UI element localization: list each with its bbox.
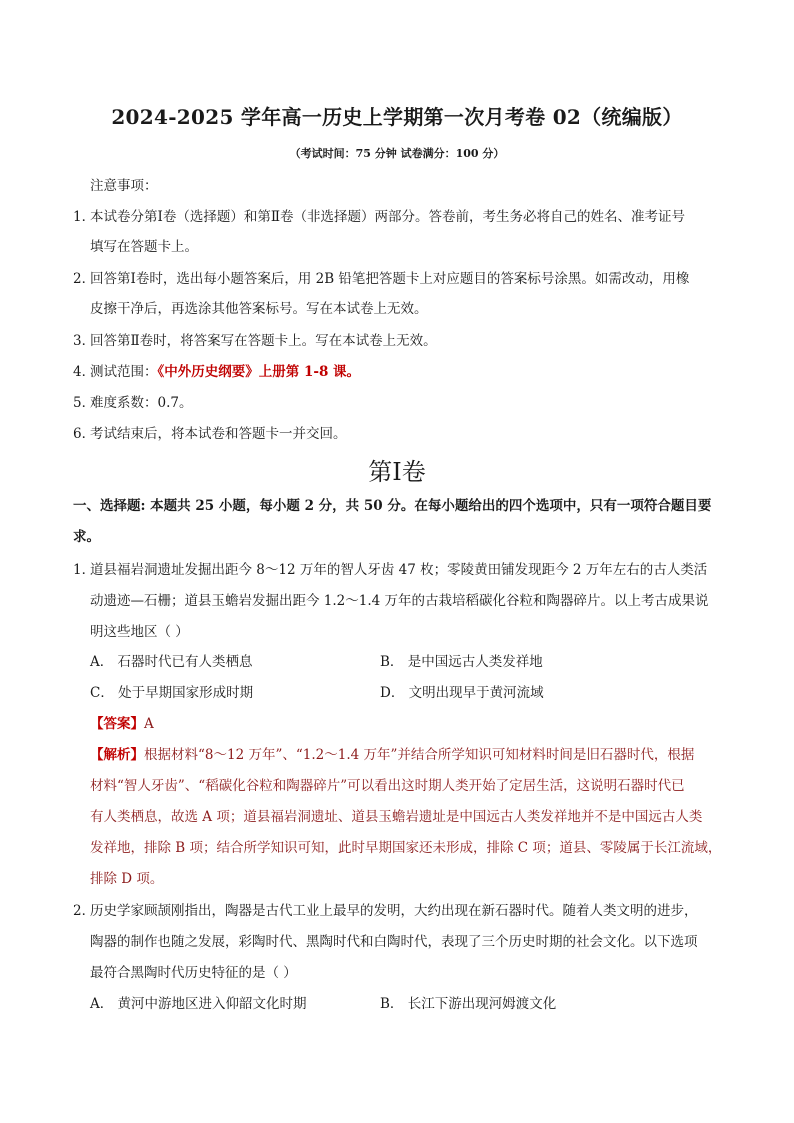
question-2-num: 2． <box>73 903 96 919</box>
analysis-label: 【解析】 <box>90 747 144 763</box>
notice-5-line-1: 难度系数：0.7。 <box>90 395 193 411</box>
exam-title: 2024-2025 学年高一历史上学期第一次月考卷 02（统编版） <box>111 105 683 129</box>
question-1-analysis-3: 有人类栖息，故选 A 项；道县福岩洞遗址、道县玉蟾岩遗址是中国远古人类发祥地并不是中国远古人类 <box>90 809 703 825</box>
question-1-num: 1． <box>73 562 96 578</box>
notice-1-line-1: 本试卷分第Ⅰ卷（选择题）和第Ⅱ卷（非选择题）两部分。答卷前，考生务必将自己的姓名、准考证号 <box>90 209 686 225</box>
question-2-stem-1: 历史学家顾颉刚指出，陶器是古代工业上最早的发明，大约出现在新石器时代。随着人类文明的进步， <box>90 903 698 919</box>
question-1-option-c: C． 处于早期国家形成时期 <box>90 685 254 701</box>
section-intro-line-1: 一、选择题: 本题共 25 小题，每小题 2 分，共 50 分。在每小题给出的四个选项中，只有一项符合题目要 <box>73 498 712 514</box>
question-1-answer <box>90 714 154 734</box>
section-title: 第Ⅰ卷 <box>368 458 426 486</box>
notice-6-num: 6． <box>73 426 96 442</box>
question-1-option-b: B． 是中国远古人类发祥地 <box>380 654 543 670</box>
notice-4-prefix: 测试范围： <box>90 364 158 380</box>
question-2-option-b: B． 长江下游出现河姆渡文化 <box>380 996 557 1012</box>
notice-4-line <box>90 362 360 382</box>
question-2-option-a: A． 黄河中游地区进入仰韶文化时期 <box>90 996 307 1012</box>
question-1-option-d: D． 文明出现早于黄河流域 <box>380 685 544 701</box>
notice-4-num: 4． <box>73 364 96 380</box>
notice-3-num: 3． <box>73 333 96 349</box>
question-1-stem-2: 动遗迹—石栅；道县玉蟾岩发掘出距今 1.2～1.4 万年的古栽培稻碳化谷粒和陶器碎片。以上考古成果说 <box>90 593 709 609</box>
section-intro-line-2: 求。 <box>73 529 100 545</box>
question-1-analysis-5: 排除 D 项。 <box>90 871 164 887</box>
exam-subtitle: （考试时间：75 分钟 试卷满分：100 分） <box>289 147 505 160</box>
test-scope-highlight: 《中外历史纲要》上册第 1-8 课。 <box>157 364 361 380</box>
answer-label: 【答案】 <box>90 716 144 732</box>
answer-value: A <box>144 716 154 732</box>
notice-5-num: 5． <box>73 395 96 411</box>
question-1-stem-1: 道县福岩洞遗址发掘出距今 8～12 万年的智人牙齿 47 枚；零陵黄田铺发现距今 2 万年左右的古人类活 <box>90 562 708 578</box>
analysis-text-1: 根据材料“8～12 万年”、“1.2～1.4 万年”并结合所学知识可知材料时间是旧石器时代，根据 <box>144 747 695 763</box>
question-2-stem-3: 最符合黑陶时代历史特征的是（ ） <box>90 965 297 981</box>
notice-2-line-1: 回答第Ⅰ卷时，选出每小题答案后，用 2B 铅笔把答题卡上对应题目的答案标号涂黑。如需改动，用橡 <box>90 271 690 287</box>
notice-1-num: 1． <box>73 209 96 225</box>
question-1-stem-3: 明这些地区（ ） <box>90 624 189 640</box>
question-2-stem-2: 陶器的制作也随之发展，彩陶时代、黑陶时代和白陶时代，表现了三个历史时期的社会文化。以下选项 <box>90 934 698 950</box>
question-1-analysis-1 <box>90 745 694 765</box>
notice-6-line-1: 考试结束后，将本试卷和答题卡一并交回。 <box>90 426 347 442</box>
question-1-analysis-4: 发祥地，排除 B 项；结合所学知识可知，此时早期国家还未形成，排除 C 项；道县、零陵属于长江流域， <box>90 840 722 856</box>
question-1-analysis-2: 材料“智人牙齿”、“稻碳化谷粒和陶器碎片”可以看出这时期人类开始了定居生活，这说明石器时代已 <box>90 778 685 794</box>
notice-1-line-2: 填写在答题卡上。 <box>90 239 198 255</box>
notice-2-num: 2． <box>73 271 96 287</box>
notice-2-line-2: 皮擦干净后，再选涂其他答案标号。写在本试卷上无效。 <box>90 301 428 317</box>
notice-heading: 注意事项： <box>90 178 158 194</box>
question-1-option-a: A． 石器时代已有人类栖息 <box>90 654 253 670</box>
notice-3-line-1: 回答第Ⅱ卷时，将答案写在答题卡上。写在本试卷上无效。 <box>90 333 437 349</box>
